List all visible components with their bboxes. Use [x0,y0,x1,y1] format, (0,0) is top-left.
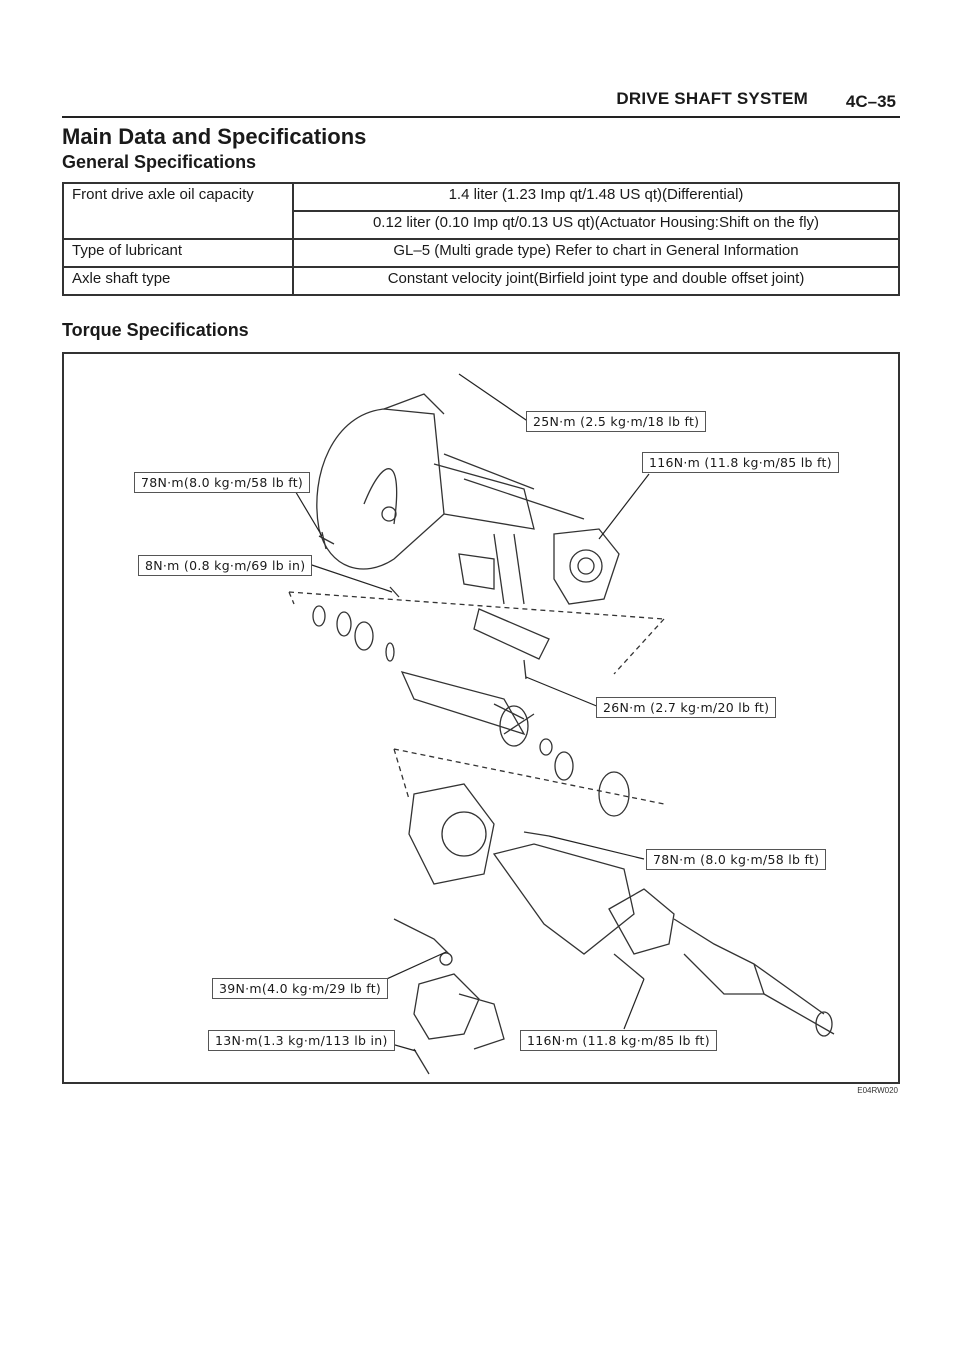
torque-label: 13N·m(1.3 kg·m/113 lb in) [208,1030,395,1051]
header-rule [62,116,900,118]
spec-key: Axle shaft type [63,267,293,295]
general-spec-heading: General Specifications [62,152,257,172]
page-header [62,88,900,118]
spec-value: Constant velocity joint(Birfield joint type and double offset joint) [293,267,899,295]
torque-label: 116N·m (11.8 kg·m/85 lb ft) [520,1030,717,1051]
torque-spec-heading: Torque Specifications [62,320,249,340]
table-row [63,239,899,267]
section-title: DRIVE SHAFT SYSTEM [616,89,808,108]
page-title: Main Data and Specifications [62,124,367,149]
spec-value: 0.12 liter (0.10 Imp qt/0.13 US qt)(Actuator Housing:Shift on the fly) [293,211,899,239]
table-row [63,267,899,295]
spec-value: GL–5 (Multi grade type) Refer to chart in General Information [293,239,899,267]
torque-label: 116N·m (11.8 kg·m/85 lb ft) [642,452,839,473]
spec-value: 1.4 liter (1.23 Imp qt/1.48 US qt)(Differential) [293,183,899,211]
torque-label: 78N·m(8.0 kg·m/58 lb ft) [134,472,310,493]
page-number: 4C–35 [845,92,896,111]
torque-label: 39N·m(4.0 kg·m/29 lb ft) [212,978,388,999]
general-spec-table [62,182,900,296]
torque-diagram [62,352,900,1084]
torque-label: 78N·m (8.0 kg·m/58 lb ft) [646,849,826,870]
torque-label: 8N·m (0.8 kg·m/69 lb in) [138,555,312,576]
spec-key: Front drive axle oil capacity [63,183,293,239]
torque-label: 26N·m (2.7 kg·m/20 lb ft) [596,697,776,718]
figure-id: E04RW020 [857,1086,898,1095]
table-row [63,183,899,211]
torque-label: 25N·m (2.5 kg·m/18 lb ft) [526,411,706,432]
spec-key: Type of lubricant [63,239,293,267]
